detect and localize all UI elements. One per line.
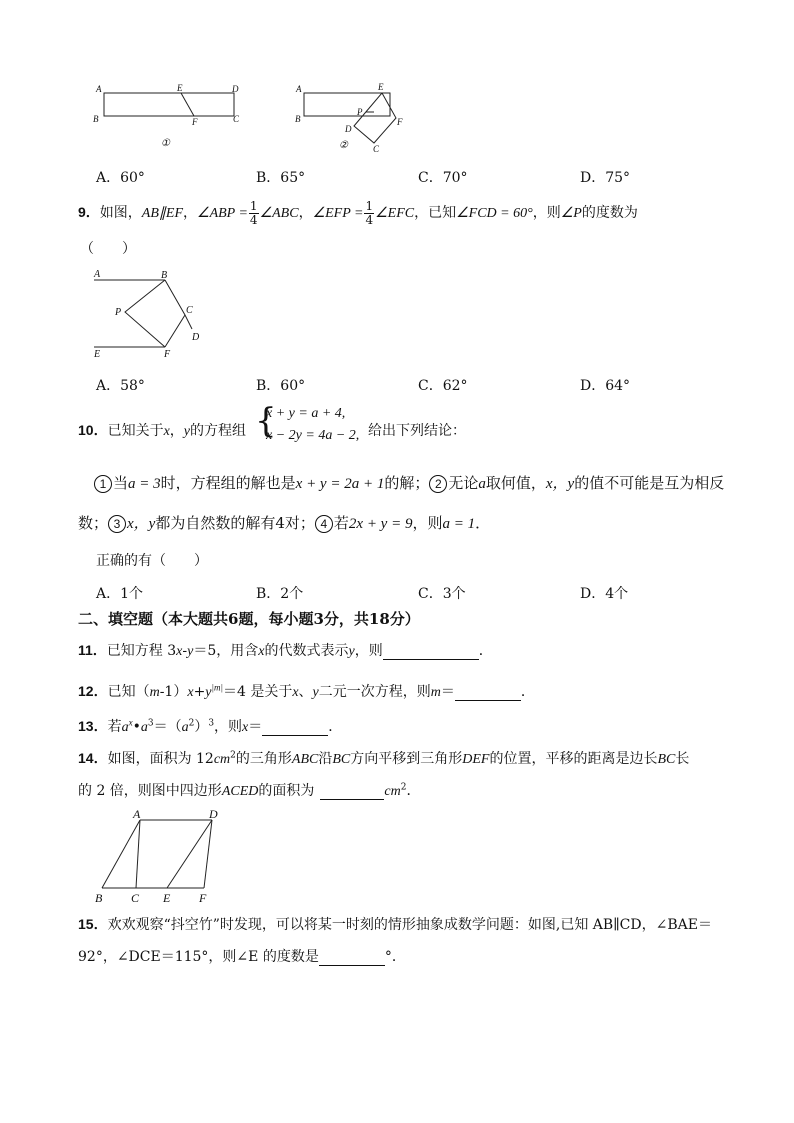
- q12-math-e: y: [312, 685, 319, 700]
- q13-math-c: a: [181, 720, 189, 735]
- q9-math-2a: ∠ABP =: [197, 206, 248, 221]
- q14-line1-b: 的三角形: [235, 751, 292, 767]
- q9-option-c[interactable]: C．62°: [418, 378, 468, 394]
- q12-stem: [78, 681, 535, 701]
- q9-fig-label-p: P: [115, 307, 122, 318]
- q9-fig-label-b: B: [161, 270, 168, 281]
- q10-var-y: y: [183, 424, 191, 439]
- q10-c1-text-a: 当: [113, 474, 129, 492]
- q9-fig-label-e: E: [94, 349, 101, 360]
- q12-text-d: ＝4 是关于: [222, 684, 293, 700]
- q10-text-2: 的方程组: [190, 423, 247, 439]
- q14-line2-a: 的 2 倍，则图中四边形: [78, 783, 222, 799]
- q13-stem: [78, 716, 342, 736]
- q8-fig1-label-b: B: [93, 114, 99, 124]
- q14-line1-f: 长: [675, 751, 690, 767]
- q14-line1-sup: 2: [230, 750, 236, 761]
- q14-line1-d: 方向平移到三角形: [350, 751, 463, 767]
- q12-math-a: m: [149, 685, 160, 700]
- q11-text-b: -: [182, 643, 188, 659]
- q14-line2-sup: 2: [400, 782, 407, 793]
- q13-end: ．: [328, 719, 343, 735]
- q14-line1-m3: DEF: [462, 752, 490, 767]
- q9-math-2b: ∠ABC: [259, 206, 299, 221]
- q10-option-d[interactable]: D．4个: [580, 586, 629, 602]
- q12-text-g: ＝: [440, 684, 455, 700]
- q14-end: ．: [406, 783, 421, 799]
- q14-fig-label-f: F: [199, 891, 207, 905]
- q10-c2-text-b: 取何值，: [485, 474, 546, 492]
- q8-fig1-label-a: A: [96, 84, 102, 94]
- q15-answer-blank[interactable]: [319, 951, 385, 966]
- q10-var-x: x: [163, 424, 170, 439]
- q8-fig2-label-b: B: [295, 114, 301, 124]
- q14-line1-m2: BC: [332, 752, 351, 767]
- q11-stem: [78, 640, 493, 660]
- q14-number: 14．: [78, 750, 108, 766]
- q9-text-4: 的度数为: [581, 205, 638, 221]
- q14-line1-a: 如图，面积为 12: [107, 751, 214, 767]
- q14-line1-unit: cm: [213, 752, 231, 767]
- q10-c1-math-a: a = 3: [128, 476, 161, 492]
- q10-line2-a: 数；: [78, 514, 109, 532]
- q14-fig-label-c: C: [131, 891, 140, 905]
- q13-sup-c: 2: [188, 718, 195, 729]
- q10-c3-math: x，y: [127, 516, 156, 532]
- q10-text-1: 已知关于: [107, 423, 164, 439]
- q10-c1-text-c: 的解；: [384, 474, 430, 492]
- q13-text-f: ＝: [248, 719, 263, 735]
- q13-math-e: x: [242, 720, 249, 735]
- q13-answer-blank[interactable]: [262, 721, 328, 736]
- q14-fig-label-a: A: [133, 807, 141, 821]
- q14-stem-line-2: [78, 780, 420, 800]
- q13-number: 13．: [78, 718, 108, 734]
- q13-text-a: 若: [107, 719, 122, 735]
- section-2-title: 二、填空题（本大题共6题，每小题3分，共18分）: [78, 610, 420, 628]
- q8-fig1-label-c: C: [233, 114, 240, 124]
- q14-fig-label-b: B: [95, 891, 103, 905]
- q8-option-a[interactable]: A．60°: [96, 170, 145, 186]
- q9-paren: （ ）: [80, 241, 136, 257]
- q9-option-b[interactable]: B．60°: [256, 378, 306, 394]
- q8-option-c[interactable]: C．70°: [418, 170, 468, 186]
- q14-line1-m1: ABC: [291, 752, 319, 767]
- q10-mark-3: 3: [108, 515, 126, 533]
- q9-sep-1: ，: [183, 205, 198, 221]
- q10-comma: ，: [169, 423, 184, 439]
- q10-mark-2: 2: [429, 475, 447, 493]
- q10-c2-text-c: 的值不可能是互为相反: [574, 474, 725, 492]
- q11-math-a: x: [176, 644, 183, 659]
- q10-correct-prompt: 正确的有（ ）: [96, 553, 208, 569]
- q8-option-d[interactable]: D．75°: [580, 170, 631, 186]
- q14-figure: [88, 806, 238, 906]
- q13-text-c: ＝（: [153, 719, 182, 735]
- q12-answer-blank[interactable]: [455, 686, 521, 701]
- q10-c4-math-a: 2x + y = 9: [348, 516, 413, 532]
- q11-end: ．: [478, 643, 493, 659]
- q15-line2-b: °．: [384, 949, 406, 965]
- q10-text-3: 给出下列结论：: [368, 423, 466, 439]
- q11-answer-blank[interactable]: [383, 645, 479, 660]
- q9-text-3: ，则: [532, 205, 561, 221]
- q14-line2-unit: cm: [384, 784, 401, 799]
- q8-figure-2: [304, 93, 396, 143]
- q8-fig1-caption: ①: [161, 138, 170, 149]
- q10-c4-math-b: a = 1: [442, 516, 476, 532]
- q15-line2-a: 92°，∠DCE＝115°，则∠E 的度数是: [78, 949, 319, 965]
- q10-c2-math-b: x，y: [545, 476, 575, 492]
- q15-number: 15．: [78, 916, 108, 932]
- q9-math-3a: ∠EFP =: [312, 206, 364, 221]
- q14-line1-e: 的位置，平移的距离是边长: [489, 751, 658, 767]
- q13-math-a: a: [121, 720, 129, 735]
- q9-sep-2: ，: [298, 205, 313, 221]
- q13-math-b: a: [140, 720, 148, 735]
- q11-math-c: x: [258, 644, 265, 659]
- q10-c1-text-b: 时，方程组的解也是: [160, 474, 296, 492]
- q11-text-e: ，则: [354, 643, 383, 659]
- q10-system-brace: {: [255, 401, 277, 441]
- q9-option-a[interactable]: A．58°: [96, 378, 145, 394]
- q11-math-d: y: [348, 644, 355, 659]
- q9-math-5: ∠P: [560, 206, 582, 221]
- q10-option-b[interactable]: B．2个: [256, 586, 304, 602]
- q8-figures: [88, 78, 428, 158]
- q8-fig2-label-f: F: [397, 117, 403, 127]
- q13-text-d: ）: [194, 719, 209, 735]
- q10-mark-4: 4: [315, 515, 333, 533]
- q9-fig-label-d: D: [192, 332, 200, 343]
- q11-text-a: 已知方程 3: [106, 643, 177, 659]
- q9-math-4: ∠FCD = 60°: [456, 206, 533, 221]
- q9-number: 9．: [78, 204, 100, 220]
- q10-c2-text-a: 无论: [448, 474, 479, 492]
- q10-mark-1: 1: [94, 475, 112, 493]
- q9-math-1: AB∥EF: [141, 206, 184, 221]
- q15-line1: 欢欢观察“抖空竹”时发现，可以将某一时刻的情形抽象成数学问题：如图,已知 AB∥CD，∠BAE＝: [107, 917, 712, 933]
- q8-fig1-label-f: F: [192, 117, 198, 127]
- q15-stem-line-1: [78, 914, 712, 934]
- q9-fig-label-a: A: [94, 269, 101, 280]
- q14-stem-line-1: [78, 748, 689, 768]
- q8-fig2-caption: ②: [339, 140, 348, 151]
- q14-line1-c: 沿: [318, 751, 333, 767]
- q8-option-b[interactable]: B．65°: [256, 170, 306, 186]
- q15-stem-line-2: [78, 946, 406, 966]
- q11-number: 11．: [78, 642, 107, 658]
- q12-math-b: x: [187, 685, 194, 700]
- q8-fig2-label-d: D: [345, 124, 352, 134]
- q9-math-3b: ∠EFC: [375, 206, 415, 221]
- q8-fig2-label-c: C: [373, 144, 380, 154]
- q10-equation-1: x + y = a + 4,: [266, 406, 346, 421]
- q10-conclusions-line-1: [94, 472, 724, 493]
- q10-conclusions-line-2: [78, 512, 490, 533]
- q9-fraction-1: $\frac{1}{4}$: [249, 198, 258, 227]
- q8-fig1-label-d: D: [232, 84, 239, 94]
- q10-option-c[interactable]: C．3个: [418, 586, 466, 602]
- q9-fig-label-f: F: [164, 349, 171, 360]
- q12-exponent: |m|: [211, 682, 223, 693]
- q13-sup-d: 3: [208, 718, 215, 729]
- q10-equation-2: x − 2y = 4a − 2,: [266, 428, 360, 443]
- q12-math-c: y: [205, 685, 212, 700]
- q11-text-c: ＝5，用含: [193, 643, 259, 659]
- q10-c4-text-c: ．: [475, 514, 491, 532]
- q14-line2-b: 的面积为: [258, 783, 315, 799]
- q11-math-b: y: [187, 644, 194, 659]
- q9-text-2: ，已知: [414, 205, 457, 221]
- q13-sup-b: 3: [147, 718, 154, 729]
- q12-text-c: +: [193, 684, 206, 700]
- q10-c2-math-a: a: [478, 476, 486, 492]
- q14-line2-m: ACED: [221, 784, 259, 799]
- q8-fig1-label-e: E: [177, 83, 183, 93]
- q13-sup-a: x: [128, 717, 133, 728]
- q10-c4-text-b: ，则: [412, 514, 443, 532]
- q10-c1-math-b: x + y = 2a + 1: [295, 476, 385, 492]
- q9-stem: [78, 198, 638, 228]
- q14-fig-label-e: E: [163, 891, 171, 905]
- q10-option-a[interactable]: A．1个: [96, 586, 144, 602]
- q12-text-e: 、: [298, 684, 313, 700]
- q10-c4-text-a: 若: [333, 514, 349, 532]
- q12-text-f: 二元一次方程，则: [318, 684, 431, 700]
- q11-text-d: 的代数式表示: [264, 643, 349, 659]
- q12-number: 12．: [78, 683, 108, 699]
- q12-text-a: 已知（: [107, 684, 150, 700]
- q8-figure-1: [104, 93, 234, 116]
- q10-stem-intro: [78, 420, 246, 440]
- q13-text-b: •: [132, 719, 141, 735]
- q9-fraction-2: $\frac{1}{4}$: [365, 198, 374, 227]
- q10-number: 10．: [78, 422, 108, 438]
- q14-line1-m4: BC: [657, 752, 676, 767]
- q8-fig2-label-a: A: [296, 84, 302, 94]
- q9-text-1: 如图，: [99, 205, 142, 221]
- q12-math-f: m: [430, 685, 441, 700]
- q8-fig2-label-p: P: [357, 107, 363, 117]
- q9-fig-label-c: C: [186, 305, 193, 316]
- q13-text-e: ，则: [214, 719, 243, 735]
- q12-end: ．: [520, 684, 535, 700]
- q12-text-b: -1）: [159, 684, 188, 700]
- q8-fig2-label-e: E: [378, 82, 384, 92]
- q14-answer-blank[interactable]: [320, 785, 384, 800]
- q9-option-d[interactable]: D．64°: [580, 378, 631, 394]
- q14-fig-label-d: D: [209, 807, 218, 821]
- q9-figure: [88, 266, 228, 362]
- q12-math-d: x: [292, 685, 299, 700]
- q10-c3-text: 都为自然数的解有4对；: [155, 514, 315, 532]
